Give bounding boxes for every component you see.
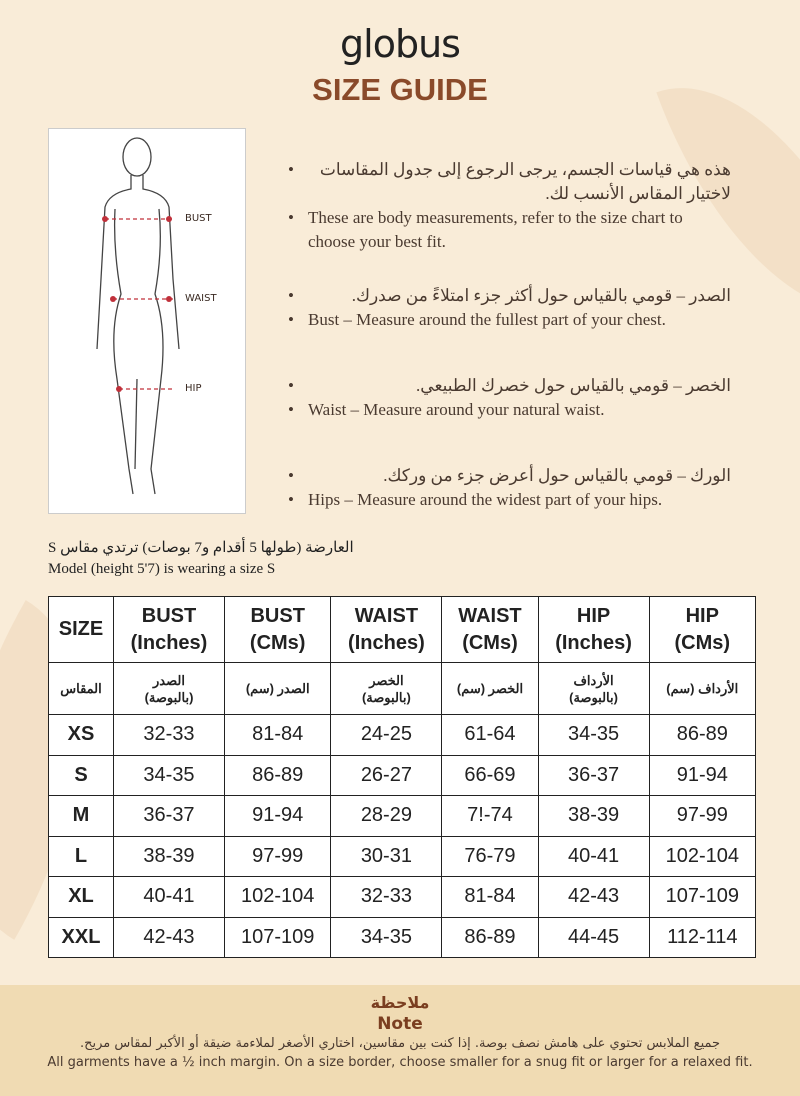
table-cell: 38-39 (113, 836, 224, 877)
table-cell: 102-104 (225, 877, 331, 918)
header-text: BUST (141, 604, 197, 627)
model-info-en: Model (height 5'7) is wearing a size S (48, 561, 276, 577)
table-row (49, 836, 756, 877)
page-title: SIZE GUIDE (312, 72, 488, 107)
table-cell: 36-37 (113, 796, 224, 837)
header-text: (CMs) (462, 631, 518, 654)
table-cell: XXL (49, 917, 114, 958)
table-cell (113, 663, 224, 715)
header-text: (Inches) (130, 631, 208, 654)
instruction-ar: • الخصر – قومي بالقياس حول خصرك الطبيعي. (286, 374, 731, 398)
table-cell: 32-33 (331, 877, 442, 918)
table-cell: 36-37 (538, 755, 649, 796)
note-title-en: Note (377, 1014, 423, 1034)
table-row (49, 755, 756, 796)
table-cell (442, 597, 538, 663)
table-cell: 107-109 (649, 877, 755, 918)
table-cell: 86-89 (649, 715, 755, 756)
instruction-group (286, 284, 731, 332)
table-cell: 42-43 (113, 917, 224, 958)
table-cell: 86-89 (225, 755, 331, 796)
table-cell: 26-27 (331, 755, 442, 796)
header-text: الصدر (سم) (245, 681, 310, 696)
table-cell (225, 597, 331, 663)
instruction-ar: • الورك – قومي بالقياس حول أعرض جزء من وركك. (286, 464, 731, 488)
table-row (49, 715, 756, 756)
table-cell: 76-79 (442, 836, 538, 877)
header-text: الصدر (153, 672, 185, 688)
brand-logo: globus (340, 22, 460, 66)
table-cell (225, 663, 331, 715)
measurement-instructions (286, 158, 731, 542)
header-text: (CMs) (674, 631, 731, 654)
instruction-en: • Waist – Measure around your natural waist. (286, 398, 731, 422)
instruction-group (286, 464, 731, 512)
table-cell: 81-84 (225, 715, 331, 756)
table-cell (331, 597, 442, 663)
size-chart-table (48, 596, 756, 958)
table-cell: 28-29 (331, 796, 442, 837)
table-cell: 30-31 (331, 836, 442, 877)
note-text-en: All garments have a ½ inch margin. On a size border, choose smaller for a snug fit or larger for a relaxed fit. (47, 1055, 753, 1070)
table-cell: 97-99 (649, 796, 755, 837)
header-text: SIZE (58, 618, 104, 640)
header-text: (بالبوصة) (569, 689, 618, 705)
header-text: WAIST (354, 604, 419, 627)
table-row (49, 663, 756, 715)
table-cell: 34-35 (331, 917, 442, 958)
table-cell: 91-94 (649, 755, 755, 796)
table-cell: 61-64 (442, 715, 538, 756)
header-text: BUST (250, 604, 305, 627)
table-row (49, 877, 756, 918)
model-info-ar: العارضة (طولها 5 أقدام و7 بوصات) ترتدي مقاس S (48, 540, 354, 556)
table-cell (113, 597, 224, 663)
header-text: (Inches) (348, 631, 425, 654)
table-cell (649, 597, 755, 663)
table-row (49, 597, 756, 663)
body-measurement-figure (48, 128, 246, 514)
table-cell: 107-109 (225, 917, 331, 958)
table-cell: 42-43 (538, 877, 649, 918)
header-text: الأرداف (سم) (666, 681, 739, 696)
table-cell (538, 663, 649, 715)
header-text: WAIST (458, 604, 522, 627)
hip-label: HIP (185, 383, 202, 394)
table-cell: 40-41 (538, 836, 649, 877)
table-cell: 34-35 (113, 755, 224, 796)
note-text-ar: جميع الملابس تحتوي على هامش نصف بوصة. إذا كنت بين مقاسين، اختاري الأصغر لملاءمة ضيقة أو الأكبر لمقاس مريح. (79, 1036, 721, 1051)
instruction-en: • These are body measurements, refer to the size chart to choose your best fit. (286, 206, 731, 254)
mannequin-illustration (49, 129, 247, 515)
header-text: (CMs) (249, 631, 306, 654)
table-cell: 81-84 (442, 877, 538, 918)
table-cell (331, 663, 442, 715)
table-cell: L (49, 836, 114, 877)
instruction-group (286, 158, 731, 254)
bust-label: BUST (185, 213, 212, 224)
note-section (0, 985, 800, 1096)
table-cell: 112-114 (649, 917, 755, 958)
table-cell (49, 597, 114, 663)
instruction-en: • Hips – Measure around the widest part of your hips. (286, 488, 731, 512)
table-row (49, 917, 756, 958)
table-cell: 32-33 (113, 715, 224, 756)
header-text: (بالبوصة) (144, 689, 194, 705)
table-cell: 40-41 (113, 877, 224, 918)
header-text: (Inches) (555, 631, 632, 654)
table-cell: 38-39 (538, 796, 649, 837)
waist-label: WAIST (185, 293, 217, 304)
table-cell: 24-25 (331, 715, 442, 756)
table-cell (49, 663, 114, 715)
header-text: المقاس (60, 681, 102, 696)
table-cell: XL (49, 877, 114, 918)
table-row (49, 796, 756, 837)
instruction-ar: • الصدر – قومي بالقياس حول أكثر جزء امتلاءً من صدرك. (286, 284, 731, 308)
table-cell: 97-99 (225, 836, 331, 877)
note-title-ar: ملاحظة (370, 993, 430, 1012)
instruction-ar: • هذه هي قياسات الجسم، يرجى الرجوع إلى جدول المقاسات لاختيار المقاس الأنسب لك. (286, 158, 731, 206)
table-cell (442, 663, 538, 715)
header-text: HIP (576, 604, 611, 627)
header-text: الخصر (سم) (456, 681, 524, 696)
table-cell: S (49, 755, 114, 796)
table-cell: 7!-74 (442, 796, 538, 837)
table-cell: 102-104 (649, 836, 755, 877)
model-info (48, 538, 354, 580)
table-cell (649, 663, 755, 715)
instruction-group (286, 374, 731, 422)
table-cell: 86-89 (442, 917, 538, 958)
table-cell: 91-94 (225, 796, 331, 837)
header-text: الأرداف (573, 672, 614, 688)
instruction-en: • Bust – Measure around the fullest part of your chest. (286, 308, 731, 332)
header-text: (بالبوصة) (361, 689, 411, 705)
table-cell: XS (49, 715, 114, 756)
table-cell (538, 597, 649, 663)
header-text: الخصر (369, 672, 404, 688)
table-cell: 66-69 (442, 755, 538, 796)
header-text: HIP (685, 604, 719, 627)
table-cell: 34-35 (538, 715, 649, 756)
table-cell: M (49, 796, 114, 837)
table-cell: 44-45 (538, 917, 649, 958)
